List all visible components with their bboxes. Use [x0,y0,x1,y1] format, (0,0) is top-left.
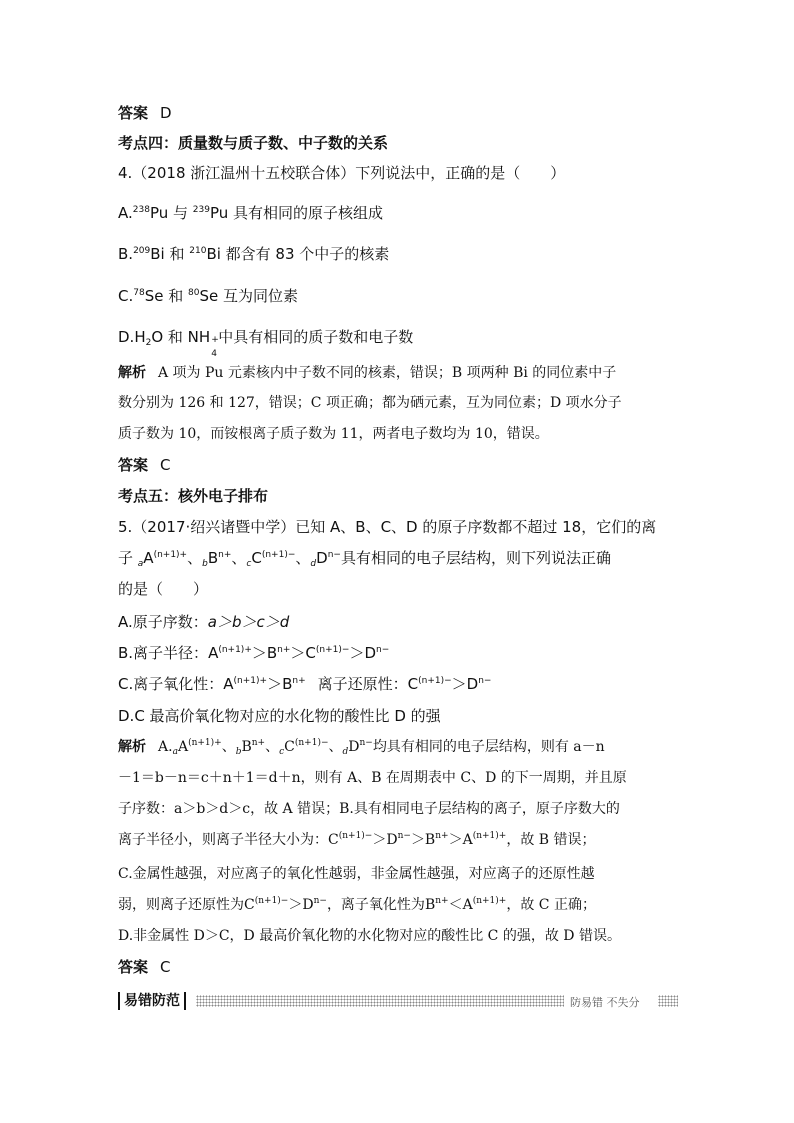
answer-value: D [160,104,172,122]
analysis-line-6: 弱，则离子还原性为$C^{(n+1)-}>D^{n-}$，离子氧化性为$B^{n+}<A^{(n+1)+}$，故 C 正确； [118,896,596,913]
option-text: Bi 都含有 83 个中子的核素 [206,245,390,263]
option-prefix: C. [118,287,134,305]
option-b: B.离子半径：$A^{(n+1)+}>B^{n+}>C^{(n+1)-}>D^{n-}$ [118,644,390,662]
analysis-text: ，离子氧化性为 [326,897,425,913]
answer-label: 答案 [118,104,149,122]
option-a [118,612,289,632]
option-text: Se 和 [144,287,188,305]
mass-number: 210 [189,246,207,256]
stem-text: 具有相同的电子层结构，则下列说法正确 [340,549,611,567]
analysis-line-4: 离子半径小，则离子半径大小为：$C^{(n+1)-}>D^{n-}>B^{n+}>A^{(n+1)+}$，故 B 错误； [118,831,596,848]
question-stem-ions: 子 $_aA^{(n+1)+}$、$_bB^{n+}$、$_cC^{(n+1)-}$、$_dD^{n-}$具有相同的电子层结构，则下列说法正确 [118,549,611,569]
answer-label: 答案 [118,456,149,474]
analysis-label: 解析 [118,739,146,755]
question-stem: 的是（ ） [118,580,209,598]
dotted-rule [196,995,564,1007]
analysis-text: 弱，则离子还原性为 [118,897,244,913]
option-label: 离子还原性： [317,675,408,693]
mass-number: 80 [188,288,200,298]
section-banner [118,992,678,1012]
option-d: D.C 最高价氧化物对应的水化物的酸性比 D 的强 [118,707,441,725]
option-b [118,244,389,264]
answer-line [118,957,171,977]
answer-line [118,455,171,475]
answer-line [118,103,172,123]
topic-heading: 考点五：核外电子排布 [118,487,269,505]
analysis-label: 解析 [118,365,146,381]
mass-number: 209 [133,246,151,256]
mass-number: 78 [133,288,145,298]
option-c: C.离子氧化性：$A^{(n+1)+}>B^{n+}$ 离子还原性：$C^{(n+1)-}>D^{n-}$ [118,675,492,693]
option-text: Bi 和 [150,245,190,263]
dotted-rule [658,995,678,1007]
subscript: 2 [145,338,152,348]
option-text: Se 互为同位素 [199,287,298,305]
banner-subtitle: 防易错 不失分 [570,996,640,1009]
option-text: Pu 与 [149,204,193,222]
analysis-text: 离子半径小，则离子半径大小为： [118,832,328,848]
analysis-line-3: 质子数为 10，而铵根离子质子数为 11，两者电子数均为 10，错误。 [118,426,549,442]
option-label: C.离子氧化性： [118,675,224,693]
option-text: 中具有相同的质子数和电子数 [218,328,414,346]
option-label: A.原子序数： [118,613,208,631]
option-c [118,286,298,306]
option-prefix: A. [118,204,133,222]
question-stem: 5.（2017·绍兴诸暨中学）已知 A、B、C、D 的原子序数都不超过 18，它们的离 [118,518,657,536]
answer-value: C [160,958,171,976]
analysis-line-2: 数分别为 126 和 127，错误；C 项正确；都为硒元素，互为同位素；D 项水分子 [118,395,622,411]
option-d: $D.H_2O$ 和 NH + 4 中具有相同的质子数和电子数 [118,328,414,359]
analysis-line-5: C.金属性越强，对应离子的氧化性越弱，非金属性越强，对应离子的还原性越 [118,866,595,882]
question-stem: 4.（2018 浙江温州十五校联合体）下列说法中，正确的是（ ） [118,164,566,182]
analysis-text: A. [158,739,173,755]
analysis-text: 均具有相同的电子层结构，则有 a－n [372,739,605,755]
option-prefix: B. [118,245,134,263]
option-a [118,203,383,223]
mass-number: 238 [132,205,150,215]
option-text: Pu 具有相同的原子核组成 [209,204,384,222]
analysis-line-1: 解析 $A._aA^{(n+1)+}$、$_bB^{n+}$、$_cC^{(n+1)-}$、$_dD^{n-}$均具有相同的电子层结构，则有 a－n [118,738,605,757]
analysis-line-2: －1＝b－n＝c＋n＋1＝d＋n，则有 A、B 在周期表中 C、D 的下一周期，并且原 [118,770,627,786]
analysis-line-7: D.非金属性 D＞C，D 最高价氧化物的水化物对应的酸性比 C 的强，故 D 错误。 [118,928,621,944]
analysis-text: ，故 B 错误； [506,832,596,848]
analysis-text: A 项为 Pu 元素核内中子数不同的核素，错误；B 项两种 Bi 的同位素中子 [158,365,617,381]
mass-number: 239 [192,205,210,215]
option-value: a＞b＞c＞d [207,613,290,631]
option-prefix: D.H [118,328,146,346]
banner-title: 易错防范 [118,992,186,1010]
answer-label: 答案 [118,958,149,976]
option-label: B.离子半径： [118,644,209,662]
answer-value: C [160,456,171,474]
option-text: O 和 NH [151,328,211,346]
analysis-line-3: 子序数：a＞b＞d＞c，故 A 错误；B.具有相同电子层结构的离子，原子序数大的 [118,801,620,817]
topic-heading: 考点四：质量数与质子数、中子数的关系 [118,134,389,152]
stem-text: 子 [118,549,138,567]
analysis-line-1 [118,363,616,383]
analysis-text: ，故 C 正确； [506,897,596,913]
